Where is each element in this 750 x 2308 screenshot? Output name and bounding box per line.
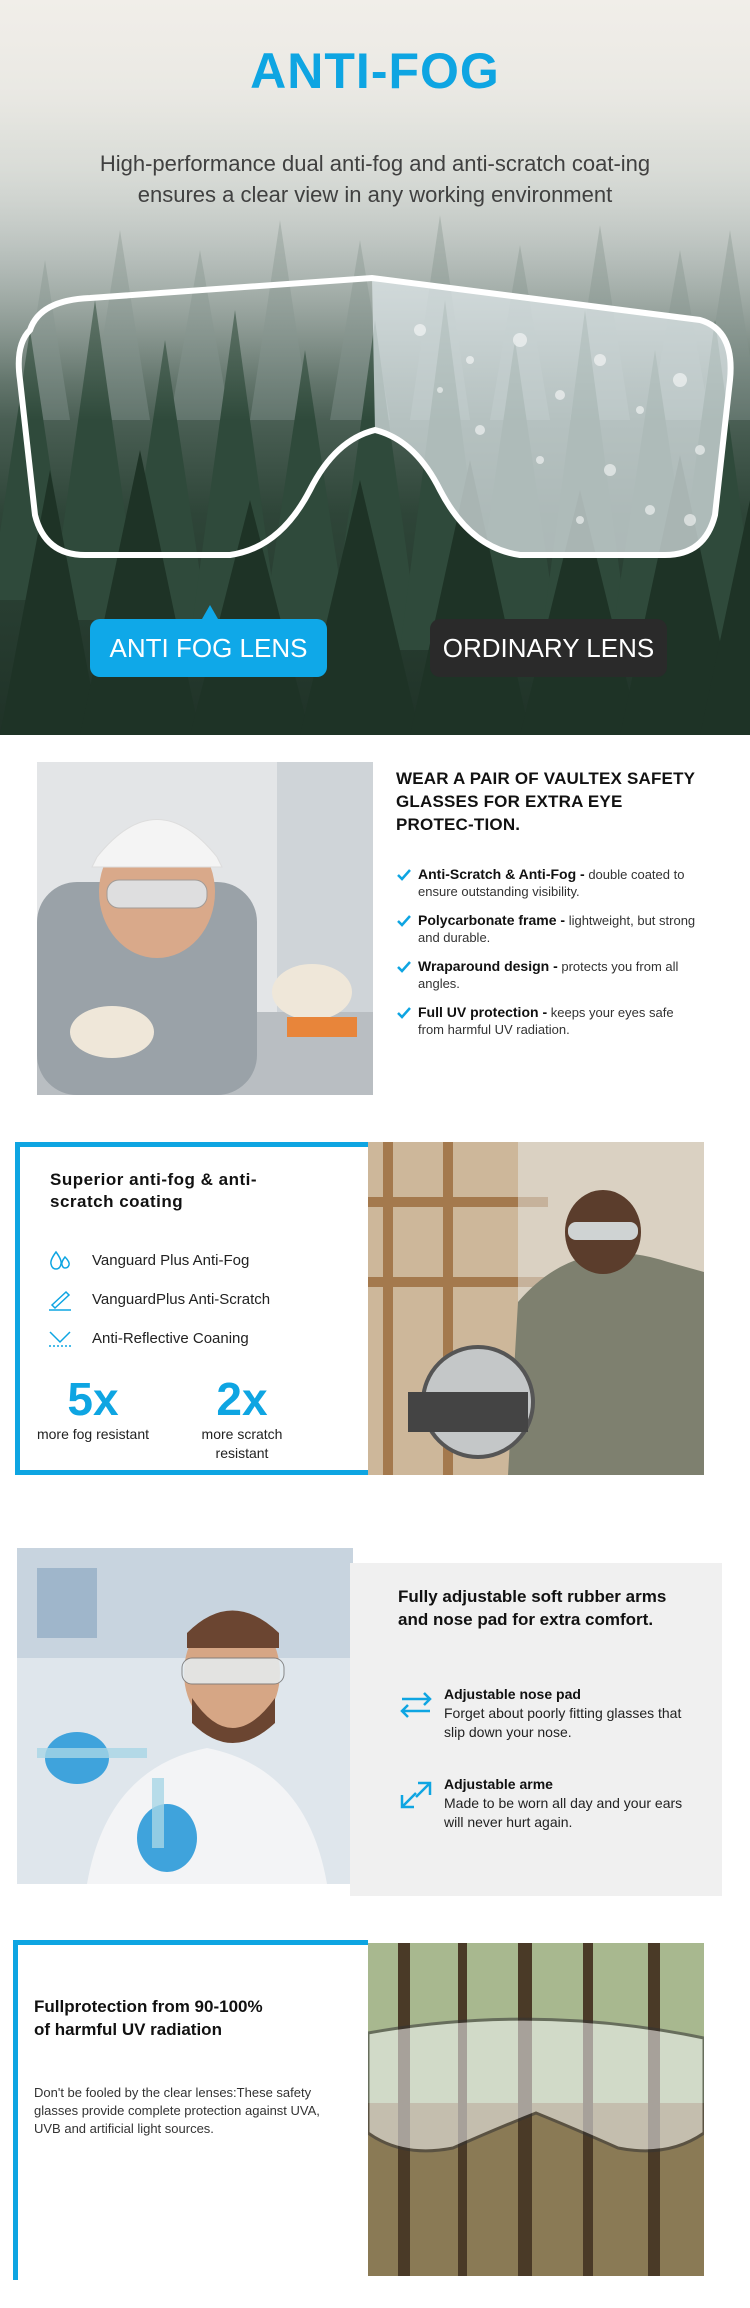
glasses-forest-photo	[368, 1943, 704, 2276]
scratch-pen-icon	[48, 1289, 72, 1311]
coating-label: Vanguard Plus Anti-Fog	[92, 1252, 250, 1269]
page-title: ANTI-FOG	[250, 43, 500, 99]
feature-text: keeps your eyes safe from harmful UV radiation.	[418, 1005, 674, 1037]
comfort-title: Adjustable nose pad	[444, 1686, 581, 1702]
comfort-item	[398, 1775, 698, 1832]
feature-text: double coated to ensure outstanding visibility.	[418, 867, 685, 899]
water-drops-icon	[48, 1250, 72, 1272]
check-icon	[396, 959, 412, 975]
carpenter-illustration	[368, 1142, 704, 1475]
hero-banner	[0, 0, 750, 735]
expand-arrows-icon	[398, 1779, 434, 1811]
ordinary-lens-label: ORDINARY LENS	[430, 619, 667, 677]
comfort-item	[398, 1685, 698, 1742]
hero-subtitle: High-performance dual anti-fog and anti-scratch coat-ing ensures a clear view in any working environment	[99, 151, 651, 207]
comfort-text: Forget about poorly fitting glasses that slip down your nose.	[444, 1705, 682, 1740]
feature-title: Wraparound design -	[418, 958, 558, 974]
arrows-horizontal-icon	[398, 1689, 434, 1721]
stat-value: 5x	[67, 1373, 119, 1425]
reflection-icon	[48, 1328, 72, 1350]
section5-body: Don't be fooled by the clear lenses:These safety glasses provide complete protection against UVA, UVB and artificial light sources.	[34, 2085, 320, 2136]
coating-item	[48, 1248, 348, 1274]
comfort-text: Made to be worn all day and your ears will never hurt again.	[444, 1795, 683, 1830]
lab-photo	[17, 1548, 353, 1884]
worker-photo	[37, 762, 373, 1095]
feature-item	[396, 912, 696, 946]
coating-item	[48, 1287, 348, 1313]
section4-heading: Fully adjustable soft rubber arms and nose pad for extra comfort.	[398, 1587, 667, 1629]
stat-value: 2x	[216, 1373, 268, 1425]
stat-label: more scratch resistant	[201, 1426, 283, 1461]
section3-heading: Superior anti-fog & anti-scratch coating	[50, 1170, 258, 1211]
section5-heading: Fullprotection from 90-100% of harmful UV radiation	[34, 1997, 263, 2039]
section2-heading: WEAR A PAIR OF VAULTEX SAFETY GLASSES FOR EXTRA EYE PROTEC-TION.	[396, 769, 695, 834]
anti-fog-lens-label: ANTI FOG LENS	[90, 619, 327, 677]
coating-label: Anti-Reflective Coaning	[92, 1330, 249, 1347]
feature-item	[396, 866, 696, 900]
comfort-title: Adjustable arme	[444, 1776, 553, 1792]
feature-item	[396, 1004, 696, 1038]
lab-illustration	[17, 1548, 353, 1884]
check-icon	[396, 867, 412, 883]
check-icon	[396, 1005, 412, 1021]
feature-title: Full UV protection -	[418, 1004, 548, 1020]
coating-item	[48, 1326, 348, 1352]
carpenter-photo	[368, 1142, 704, 1475]
worker-illustration	[37, 762, 373, 1095]
check-icon	[396, 913, 412, 929]
coating-label: VanguardPlus Anti-Scratch	[92, 1291, 271, 1308]
feature-text: lightweight, but strong and durable.	[418, 913, 696, 945]
feature-title: Polycarbonate frame -	[418, 912, 566, 928]
feature-text: protects you from all angles.	[418, 959, 679, 991]
glasses-forest-illustration	[368, 1943, 704, 2276]
feature-title: Anti-Scratch & Anti-Fog -	[418, 866, 585, 882]
feature-item	[396, 958, 696, 992]
stat-label: more fog resistant	[36, 1426, 150, 1442]
